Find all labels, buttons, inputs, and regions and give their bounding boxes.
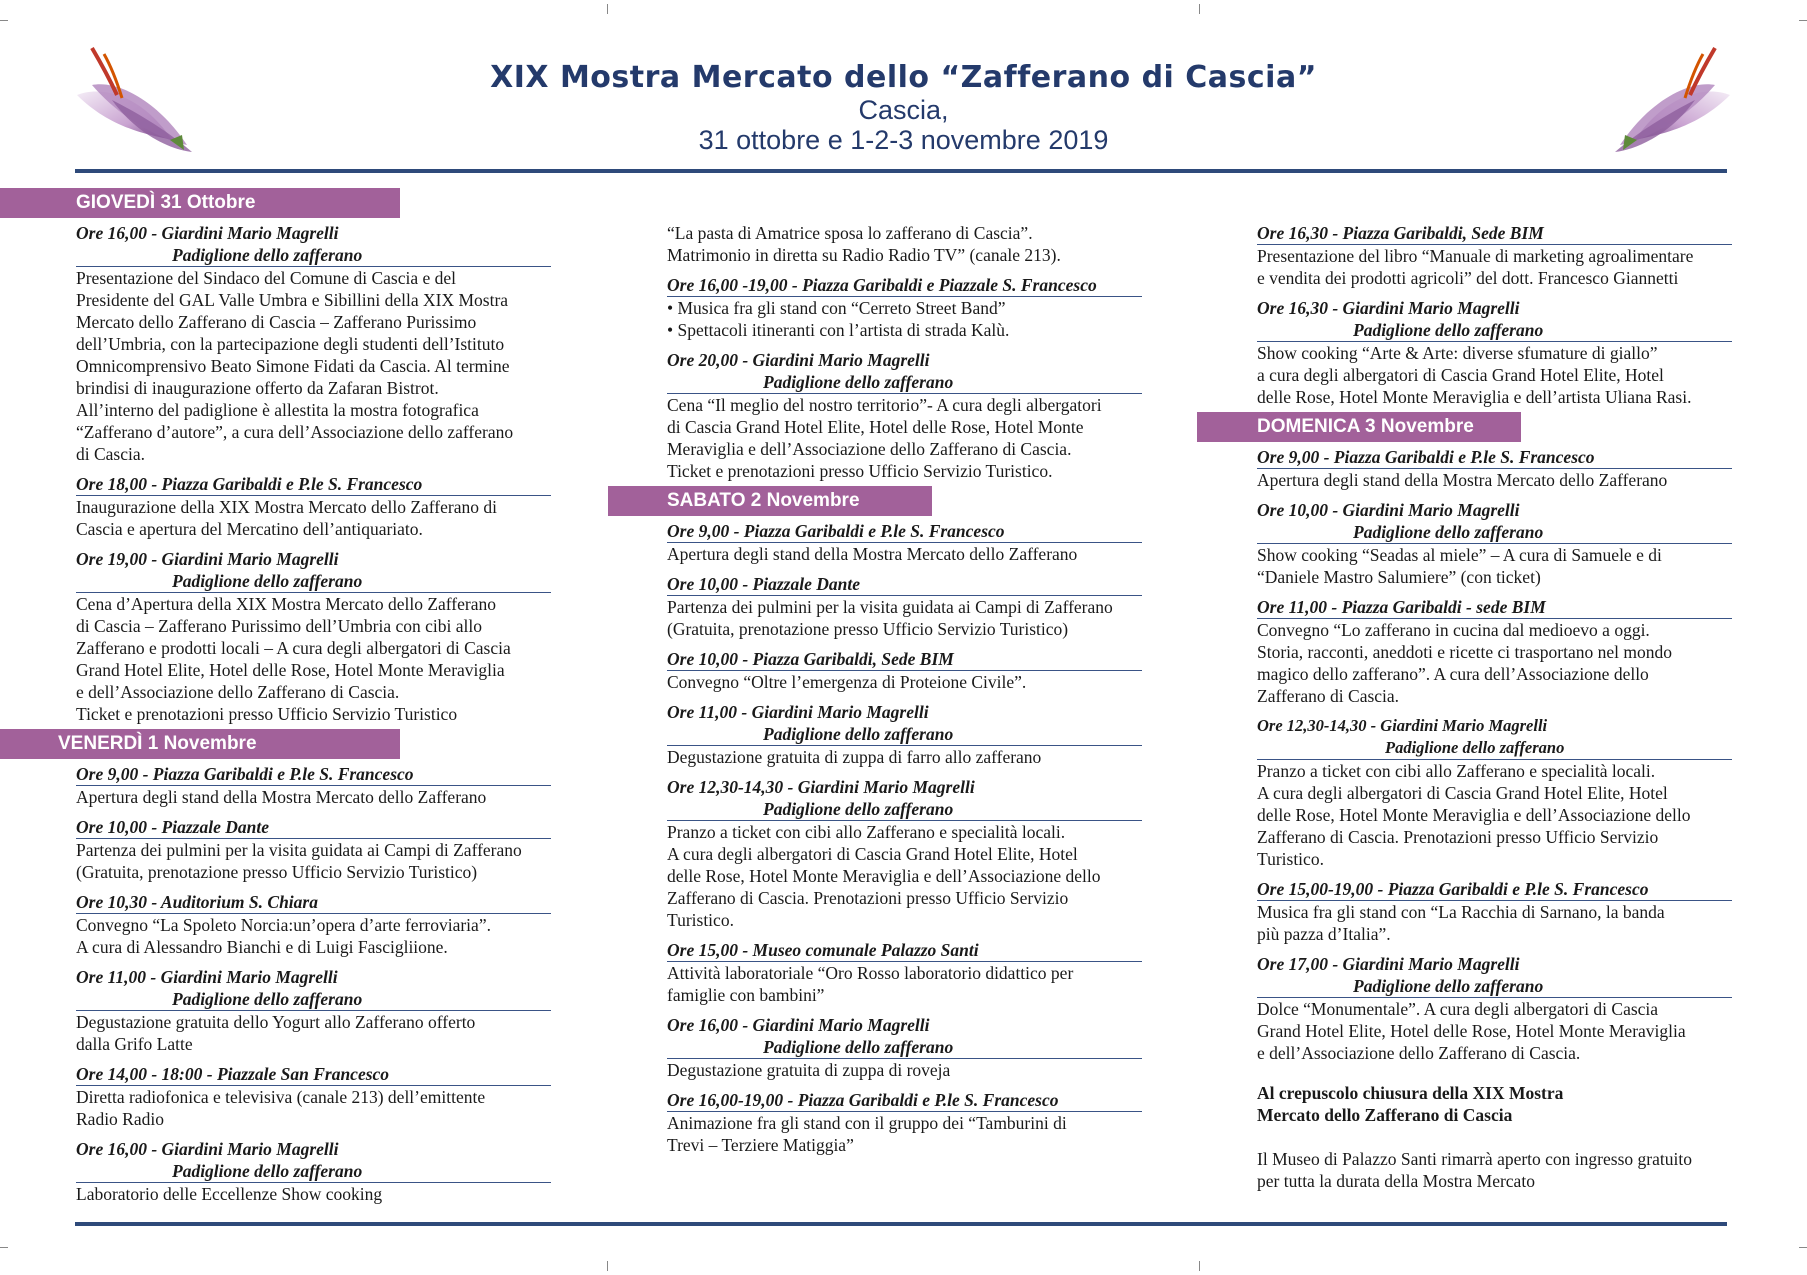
closing-note: Al crepuscolo chiusura della XIX Mostra Mercato dello Zafferano di Cascia [1257,1083,1564,1125]
event [667,939,1142,1006]
page-title: XIX Mostra Mercato dello “Zafferano di Cascia” [490,60,1317,95]
crop-mark [0,1247,8,1248]
event [1257,297,1732,408]
crop-mark [607,4,608,14]
page-header [0,60,1807,155]
event-description: Animazione fra gli stand con il gruppo dei “Tamburini di Trevi – Terziere Matiggia” [667,1113,1067,1155]
event-description: Apertura degli stand della Mostra Mercato dello Zafferano [667,544,1078,564]
event-time: Ore 10,00 - Piazzale Dante [76,816,551,839]
event-time: Ore 9,00 - Piazza Garibaldi e P.le S. Francesco [1257,446,1732,469]
event-time: Ore 9,00 - Piazza Garibaldi e P.le S. Francesco [76,763,551,786]
event-description: Degustazione gratuita dello Yogurt allo Zafferano offerto dalla Grifo Latte [76,1012,476,1054]
event-time: Ore 16,00 - Giardini Mario Magrelli Padiglione dello zafferano [667,1014,1142,1059]
event-description: Convegno “La Spoleto Norcia:un’opera d’arte ferroviaria”. A cura di Alessandro Bianchi e di Luigi Fascigliione. [76,915,491,957]
event-time: Ore 10,00 - Piazza Garibaldi, Sede BIM [667,648,1142,671]
event-time: Ore 18,00 - Piazza Garibaldi e P.le S. Francesco [76,473,551,496]
page-city: Cascia, [858,95,949,125]
event-description: Attività laboratoriale “Oro Rosso laboratorio didattico per famiglie con bambini” [667,963,1074,1005]
crop-mark [607,1261,608,1271]
event-time: Ore 14,00 - 18:00 - Piazzale San Francesco [76,1063,551,1086]
event [1257,499,1732,588]
event-description: Dolce “Monumentale”. A cura degli albergatori di Cascia Grand Hotel Elite, Hotel delle Rose, Hotel Monte Meraviglia e dell’Associazione dello Zafferano di Cascia. [1257,999,1686,1063]
event [667,776,1142,931]
event-description: Laboratorio delle Eccellenze Show cooking [76,1184,383,1204]
event [1257,953,1732,1064]
event-description: “La pasta di Amatrice sposa lo zafferano di Cascia”. Matrimonio in diretta su Radio Radio TV” (canale 213). [667,223,1061,265]
event-description: Apertura degli stand della Mostra Mercato dello Zafferano [76,787,487,807]
event-time: Ore 11,00 - Piazza Garibaldi - sede BIM [1257,596,1732,619]
crop-mark [1799,20,1807,21]
column-1 [58,186,551,1213]
event-time: Ore 16,00-19,00 - Piazza Garibaldi e P.le S. Francesco [667,1089,1142,1112]
event-description: Convegno “Oltre l’emergenza di Proteione Civile”. [667,672,1027,692]
crop-mark [1799,1247,1807,1248]
event-time: Ore 16,30 - Piazza Garibaldi, Sede BIM [1257,222,1732,245]
event-description: Pranzo a ticket con cibi allo Zafferano e specialità locali. A cura degli albergatori di Cascia Grand Hotel Elite, Hotel delle Rose, Hotel Monte Meraviglia e dell’Associazione dello Zafferano di Cascia. Prenotazioni presso Ufficio Servizio Turistico. [667,822,1101,930]
event-time: Ore 10,30 - Auditorium S. Chiara [76,891,551,914]
event-time: Ore 15,00-19,00 - Piazza Garibaldi e P.le S. Francesco [1257,878,1732,901]
event [76,222,551,465]
event [76,1063,551,1130]
event-time: Ore 10,00 - Giardini Mario Magrelli Padiglione dello zafferano [1257,499,1732,544]
page-dates: 31 ottobre e 1-2-3 novembre 2019 [698,125,1109,155]
event-description: Musica fra gli stand con “La Racchia di Sarnano, la banda più pazza d’Italia”. [1257,902,1665,944]
event [76,548,551,725]
event-time: Ore 9,00 - Piazza Garibaldi e P.le S. Francesco [667,520,1142,543]
event-description: Degustazione gratuita di zuppa di farro allo zafferano [667,747,1042,767]
event-description: Cena d’Apertura della XIX Mostra Mercato dello Zafferano di Cascia – Zafferano Purissimo dell’Umbria con cibi allo Zafferano e prodotti locali – A cura degli albergatori di Cascia Grand Hotel Elite, Hotel delle Rose, Hotel Monte Meraviglia e dell’Associazione dello Zafferano di Cascia. Ticket e prenotazioni presso Ufficio Servizio Turistico [76,594,511,724]
event-description: Inaugurazione della XIX Mostra Mercato dello Zafferano di Cascia e apertura del Mercatino dell’antiquariato. [76,497,497,539]
event [667,573,1142,640]
event-time: Ore 16,00 - Giardini Mario Magrelli Padiglione dello zafferano [76,222,551,267]
event-time: Ore 17,00 - Giardini Mario Magrelli Padiglione dello zafferano [1257,953,1732,998]
event [667,1089,1142,1156]
event-description: Degustazione gratuita di zuppa di roveja [667,1060,951,1080]
day-banner-sabato: SABATO 2 Novembre [608,486,932,516]
event-description: Cena “Il meglio del nostro territorio”- A cura degli albergatori di Cascia Grand Hotel Elite, Hotel delle Rose, Hotel Monte Meraviglia e dell’Associazione dello Zafferano di Cascia. Ticket e prenotazioni presso Ufficio Servizio Turistico. [667,395,1102,481]
event-time: Ore 12,30-14,30 - Giardini Mario Magrelli Padiglione dello zafferano [667,776,1142,821]
event-description: Show cooking “Seadas al miele” – A cura di Samuele e di “Daniele Mastro Salumiere” (con ticket) [1257,545,1662,587]
event [1257,878,1732,945]
event [1257,596,1732,707]
day-banner-giovedi: GIOVEDÌ 31 Ottobre [0,188,400,218]
event [76,966,551,1055]
event-time: Ore 15,00 - Museo comunale Palazzo Santi [667,939,1142,962]
event-description: • Musica fra gli stand con “Cerreto Street Band” • Spettacoli itineranti con l’artista di strada Kalù. [667,298,1010,340]
event-description: Show cooking “Arte & Arte: diverse sfumature di giallo” a cura degli albergatori di Cascia Grand Hotel Elite, Hotel delle Rose, Hotel Monte Meraviglia e dell’artista Uliana Rasi. [1257,343,1692,407]
event-description: Partenza dei pulmini per la visita guidata ai Campi di Zafferano (Gratuita, prenotazione presso Ufficio Servizio Turistico) [667,597,1113,639]
event [667,648,1142,693]
event-time: Ore 19,00 - Giardini Mario Magrelli Padiglione dello zafferano [76,548,551,593]
column-3 [1257,222,1732,1192]
column-2 [667,222,1142,1164]
event [1257,222,1732,289]
event [76,816,551,883]
event-description: Presentazione del Sindaco del Comune di Cascia e del Presidente del GAL Valle Umbra e Sibillini della XIX Mostra Mercato dello Zafferano di Cascia – Zafferano Purissimo dell’Umbria, con la partecipazione degli studenti dell’Istituto Omnicomprensivo Beato Simone Fidati da Cascia. Al termine brindisi di inaugurazione offerto da Zafaran Bistrot. All’interno del padiglione è allestita la mostra fotografica “Zafferano d’autore”, a cura dell’Associazione dello zafferano di Cascia. [76,268,514,464]
event-time: Ore 16,30 - Giardini Mario Magrelli Padiglione dello zafferano [1257,297,1732,342]
event [667,1014,1142,1081]
event [667,349,1142,482]
crop-mark [0,20,8,21]
event-time: Ore 12,30-14,30 - Giardini Mario Magrelli Padiglione dello zafferano [1257,715,1732,760]
event-time: Ore 11,00 - Giardini Mario Magrelli Padiglione dello zafferano [76,966,551,1011]
day-banner-venerdi: VENERDÌ 1 Novembre [0,729,400,759]
event [76,763,551,808]
day-banner-domenica: DOMENICA 3 Novembre [1197,412,1521,442]
event [76,1138,551,1205]
crop-mark [1199,4,1200,14]
event-description: Convegno “Lo zafferano in cucina dal medioevo a oggi. Storia, racconti, aneddoti e ricette ci trasportano nel mondo magico dello zafferano”. A cura dell’Associazione dello Zafferano di Cascia. [1257,620,1672,706]
event-description: Apertura degli stand della Mostra Mercato dello Zafferano [1257,470,1668,490]
event-description: Partenza dei pulmini per la visita guidata ai Campi di Zafferano (Gratuita, prenotazione presso Ufficio Servizio Turistico) [76,840,522,882]
event-time: Ore 16,00 - Giardini Mario Magrelli Padiglione dello zafferano [76,1138,551,1183]
event [667,520,1142,565]
event [667,274,1142,341]
event-description: Pranzo a ticket con cibi allo Zafferano e specialità locali. A cura degli albergatori di Cascia Grand Hotel Elite, Hotel delle Rose, Hotel Monte Meraviglia e dell’Associazione dello Zafferano di Cascia. Prenotazioni presso Ufficio Servizio Turistico. [1257,761,1691,869]
event-time: Ore 11,00 - Giardini Mario Magrelli Padiglione dello zafferano [667,701,1142,746]
event [1257,446,1732,491]
event [76,473,551,540]
event [667,701,1142,768]
museum-note: Il Museo di Palazzo Santi rimarrà aperto con ingresso gratuito per tutta la durata della Mostra Mercato [1257,1149,1692,1191]
footer-rule [75,1222,1727,1226]
event-time: Ore 10,00 - Piazzale Dante [667,573,1142,596]
event-time: Ore 16,00 -19,00 - Piazza Garibaldi e Piazzale S. Francesco [667,274,1142,297]
event-description: Diretta radiofonica e televisiva (canale 213) dell’emittente Radio Radio [76,1087,486,1129]
event-time: Ore 20,00 - Giardini Mario Magrelli Padiglione dello zafferano [667,349,1142,394]
crop-mark [1199,1261,1200,1271]
header-rule [75,169,1727,173]
event-description: Presentazione del libro “Manuale di marketing agroalimentare e vendita dei prodotti agricoli” del dott. Francesco Giannetti [1257,246,1694,288]
event [76,891,551,958]
event [1257,715,1732,870]
